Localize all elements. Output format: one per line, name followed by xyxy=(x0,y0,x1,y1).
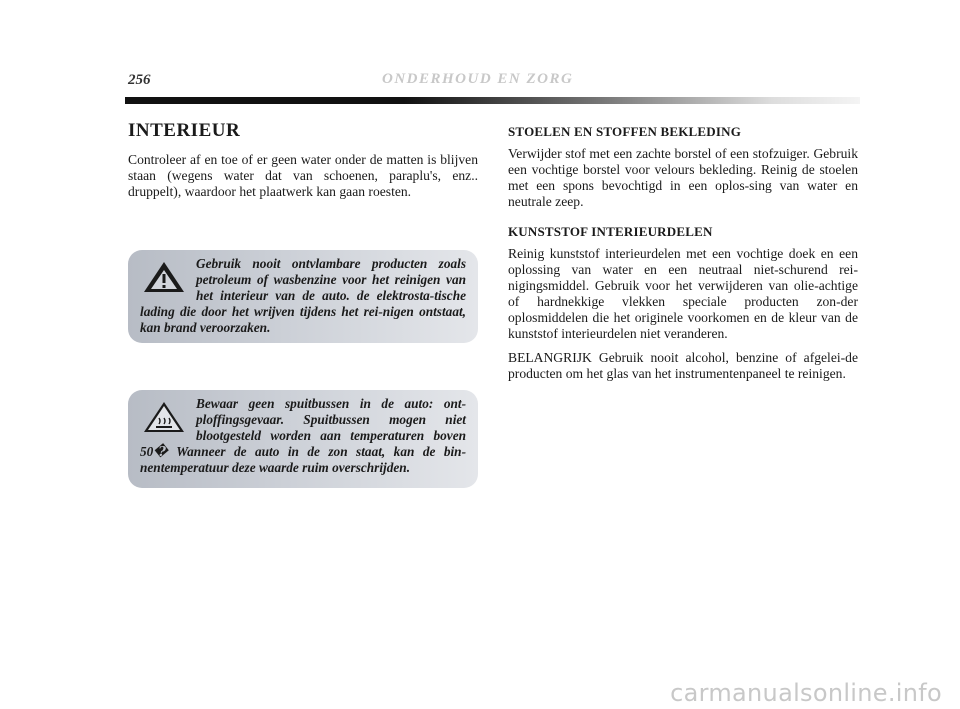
header-rule xyxy=(125,97,860,104)
watermark: carmanualsonline.info xyxy=(670,679,942,707)
seats-heading: STOELEN EN STOFFEN BEKLEDING xyxy=(508,124,742,139)
warning-box-spray-cans xyxy=(128,390,478,488)
important-note: BELANGRIJK Gebruik nooit alcohol, benzine of afgelei-de producten om het glas van het instrumentenpaneel te reinigen. xyxy=(508,350,858,381)
warning-text-spray-cans: Bewaar geen spuitbussen in de auto: ont-ploffingsgevaar. Spuitbussen mogen niet blootgesteld worden aan temperaturen boven 50� Wanneer de auto in de zon staat, kan de bin-nentemperatuur deze waarde ruim overschrijden. xyxy=(140,396,466,475)
interior-heading: INTERIEUR xyxy=(128,120,241,141)
left-column xyxy=(128,120,478,200)
plastics-text: Reinig kunststof interieurdelen met een vochtige doek en een oplossing van water en een neutraal niet-schurend rei-nigingsmiddel. Gebruik voor het verwijderen van olie-achtige of hardnekkige vlekken speciale producten zon-der oplosmiddelen die het originele voorkomen en de kleur van de kunststof interieurdelen niet veranderen. xyxy=(508,246,858,341)
warning-triangle-icon xyxy=(142,260,186,294)
plastics-heading: KUNSTSTOF INTERIEURDELEN xyxy=(508,224,713,239)
warning-text-flammable: Gebruik nooit ontvlambare producten zoals petroleum of wasbenzine voor het reinigen van het interieur van de auto. de elektrosta-tische lading die door het wrijven tijdens het rei-nigen ontstaat, kan brand veroorzaken. xyxy=(140,256,466,335)
section-title: ONDERHOUD EN ZORG xyxy=(382,71,574,87)
interior-intro: Controleer af en toe of er geen water onder de matten is blijven staan (wegens water dat van schoenen, paraplu's, enz.. druppelt), waardoor het plaatwerk kan gaan roesten. xyxy=(128,152,478,199)
seats-text: Verwijder stof met een zachte borstel of een stofzuiger. Gebruik een vochtige borstel voor velours bekleding. Reinig de stoelen met een spons bevochtigd in een oplos-sing van water en neutrale zeep. xyxy=(508,146,858,209)
right-column xyxy=(508,124,858,382)
warning-box-flammable xyxy=(128,250,478,343)
page-number: 256 xyxy=(128,72,151,88)
page-header xyxy=(128,72,858,92)
hot-warning-triangle-icon xyxy=(142,400,186,434)
